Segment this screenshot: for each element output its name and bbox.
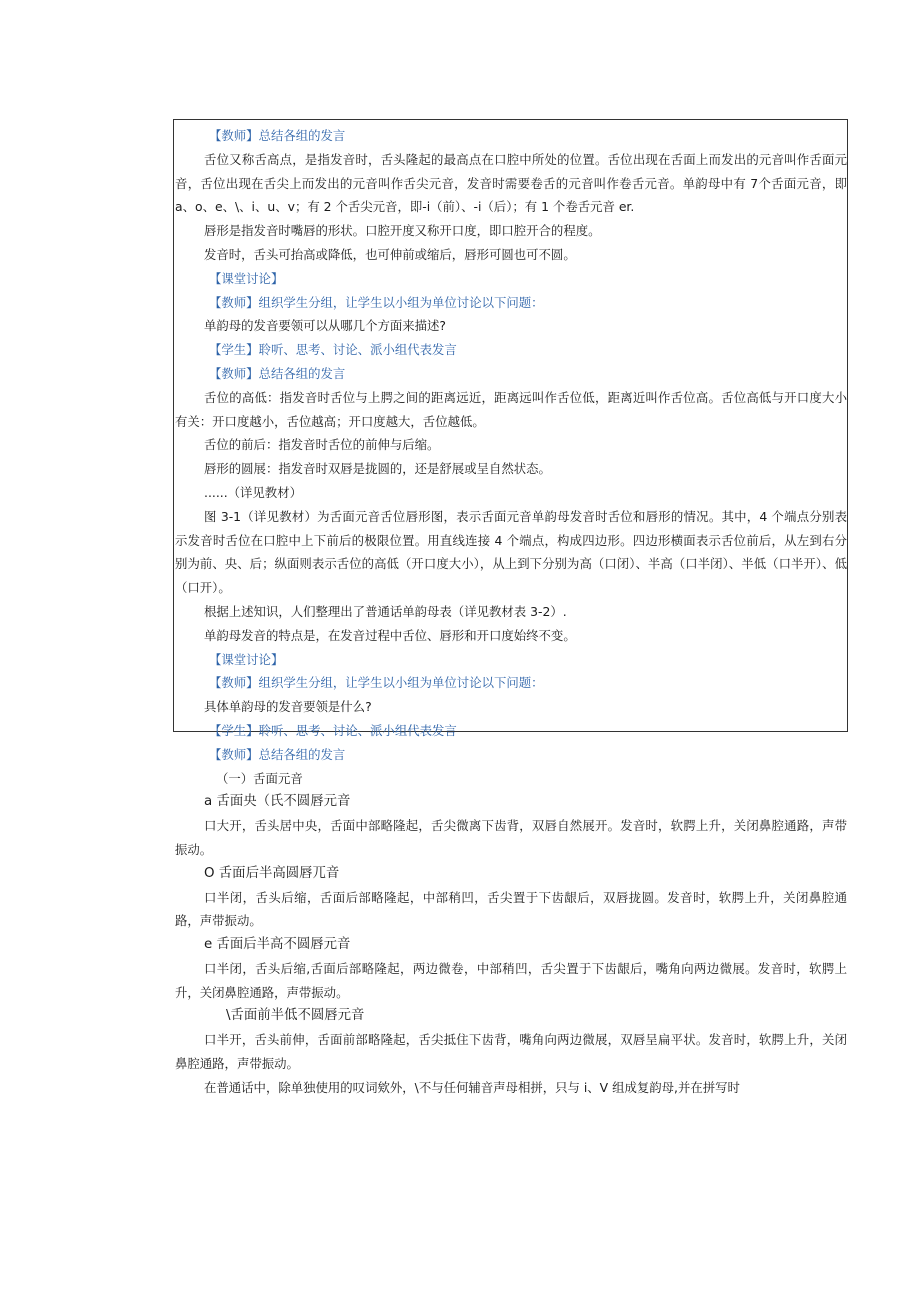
paragraph-feature: 单韵母发音的特点是，在发音过程中舌位、唇形和开口度始终不变。 xyxy=(204,627,576,643)
student-activity-heading: 【学生】聆听、思考、讨论、派小组代表发言 xyxy=(209,722,457,738)
paragraph-lip-shape: 唇形是指发音时嘴唇的形状。口腔开度又称开口度，即口腔开合的程度。 xyxy=(204,223,601,239)
paragraph-usage-note: 在普通话中，除单独使用的叹词欸外，\不与任何辅音声母相拼，只与 i、V 组成复韵母,并在拼写时 xyxy=(204,1079,740,1095)
phoneme-heading-o: O 舌面后半高圆唇兀音 xyxy=(204,865,340,881)
phoneme-heading-e: e 舌面后半高不圆唇元音 xyxy=(204,937,351,953)
teacher-organize-heading: 【教师】组织学生分组，让学生以小组为单位讨论以下问题： xyxy=(209,675,544,691)
teacher-summary-heading: 【教师】总结各组的发言 xyxy=(209,128,346,143)
paragraph-see-textbook: ......（详见教材） xyxy=(204,484,302,500)
paragraph-figure-3-1: 图 3-1（详见教材）为舌面元音舌位唇形图，表示舌面元音单韵母发音时舌位和唇形的情况。其中，4 个端点分别表示发音时舌位在口腔中上下前后的极限位置。用直线连接 4 个端点，构成四边形。四边形横面表示舌位前后，从左到右分别为前、央、后；纵面则表示舌位的高低（开口度大小），从上到下分别为高（口闭）、半高（口半闭）、半低（口半开）、低（口开）。 xyxy=(175,508,847,596)
teacher-summary-heading: 【教师】总结各组的发言 xyxy=(209,365,346,381)
lesson-content xyxy=(175,124,847,1100)
discussion-question: 具体单韵母的发音要领是什么? xyxy=(204,699,372,715)
section-heading-tongue-surface-vowels: （一）舌面元音 xyxy=(216,770,303,786)
teacher-organize-heading: 【教师】组织学生分组，让学生以小组为单位讨论以下问题： xyxy=(209,294,544,310)
phoneme-heading-a: a 舌面央（氏不圆唇元音 xyxy=(204,794,351,810)
phoneme-description-o: 口半闭，舌头后缩，舌面后部略隆起，中部稍凹，舌尖置于下齿龈后，双唇拢圆。发音时，软腭上升，关闭鼻腔通路，声带振动。 xyxy=(175,889,847,929)
paragraph-lip-rounding: 唇形的圆展：指发音时双唇是拢圆的，还是舒展或呈自然状态。 xyxy=(204,461,551,477)
phoneme-description-a: 口大开，舌头居中央，舌面中部略隆起，舌尖微离下齿背，双唇自然展开。发音时，软腭上升，关闭鼻腔通路，声带振动。 xyxy=(175,818,847,857)
classroom-discussion-heading: 【课堂讨论】 xyxy=(209,270,284,286)
classroom-discussion-heading: 【课堂讨论】 xyxy=(209,651,284,667)
phoneme-description-ea: 口半开，舌头前伸，舌面前部略隆起，舌尖抵住下齿背，嘴角向两边微展，双唇呈扁平状。发音时，软腭上升，关闭鼻腔通路，声带振动。 xyxy=(175,1032,847,1072)
discussion-question: 单韵母的发音要领可以从哪几个方面来描述? xyxy=(204,318,446,334)
paragraph-pronunciation: 发音时，舌头可抬高或降低，也可伸前或缩后，唇形可圆也可不圆。 xyxy=(204,246,576,262)
paragraph-tongue-front-back: 舌位的前后：指发音时舌位的前伸与后缩。 xyxy=(204,437,440,453)
phoneme-heading-ea: \舌面前半低不圆唇元音 xyxy=(226,1008,365,1024)
teacher-summary-heading: 【教师】总结各组的发言 xyxy=(209,746,346,762)
paragraph-tongue-position: 舌位又称舌高点，是指发音时，舌头隆起的最高点在口腔中所处的位置。舌位出现在舌面上而发出的元音叫作舌面元音，舌位出现在舌尖上而发出的元音叫作舌尖元音，发音时需要卷舌的元音叫作卷舌元音。单韵母中有 7个舌面元音，即 a、o、e、\、i、u、v；有 2 个舌尖元音，即-i（前）、-i（后）；有 1 个卷舌元音 er. xyxy=(175,151,847,215)
student-activity-heading: 【学生】聆听、思考、讨论、派小组代表发言 xyxy=(209,342,457,358)
paragraph-table-3-2: 根据上述知识，人们整理出了普通话单韵母表（详见教材表 3-2）. xyxy=(204,603,567,619)
paragraph-tongue-height: 舌位的高低：指发音时舌位与上腭之间的距离远近，距离远叫作舌位低，距离近叫作舌位高。舌位高低与开口度大小有关：开口度越小，舌位越高；开口度越大，舌位越低。 xyxy=(175,389,847,429)
phoneme-description-e: 口半闭，舌头后缩,舌面后部略隆起，两边微卷，中部稍凹，舌尖置于下齿龈后，嘴角向两边微展。发音时，软腭上升，关闭鼻腔通路，声带振动。 xyxy=(175,960,847,1000)
